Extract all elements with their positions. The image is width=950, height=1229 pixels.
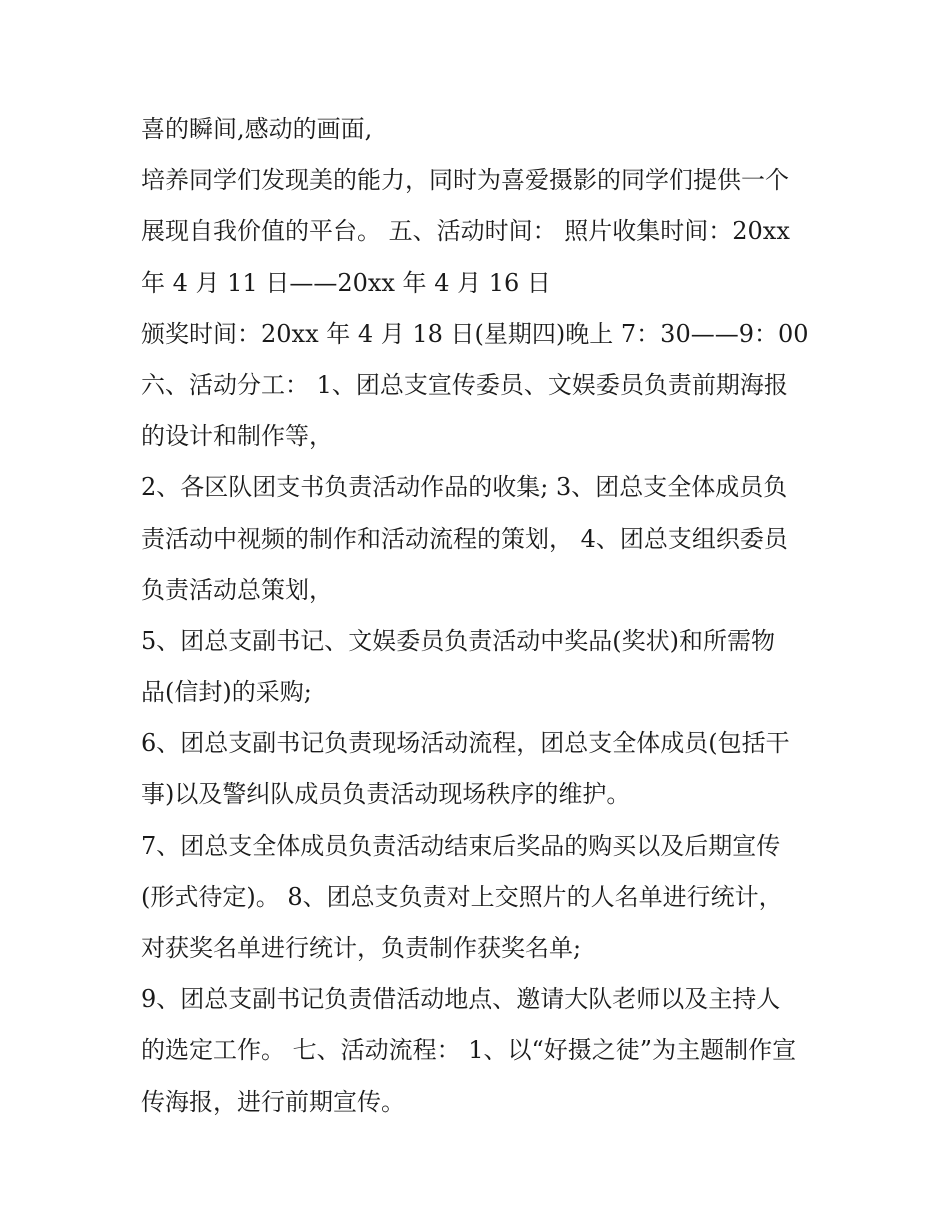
text-line: 品(信封)的采购; bbox=[141, 678, 312, 707]
text-line: 的设计和制作等， bbox=[141, 422, 333, 451]
text-line: 5、团总支副书记、文娱委员负责活动中奖品(奖状)和所需物 bbox=[141, 626, 775, 655]
text-line: 负责活动总策划， bbox=[141, 575, 333, 604]
text-line: 6、团总支副书记负责现场活动流程，团总支全体成员(包括干 bbox=[141, 729, 790, 758]
text-line: 颁奖时间：20xx 年 4 月 18 日(星期四)晚上 7：30——9：00 bbox=[141, 319, 809, 348]
text-line: 六、活动分工： 1、团总支宣传委员、文娱委员负责前期海报 bbox=[141, 370, 788, 399]
body-text bbox=[141, 104, 821, 1128]
text-line: 事)以及警纠队成员负责活动现场秩序的维护。 bbox=[141, 780, 631, 809]
text-line: 2、各区队团支书负责活动作品的收集; 3、团总支全体成员负 bbox=[141, 473, 788, 502]
text-line: 年 4 月 11 日——20xx 年 4 月 16 日 bbox=[141, 268, 551, 297]
text-line: 培养同学们发现美的能力，同时为喜爱摄影的同学们提供一个 bbox=[141, 166, 789, 195]
text-line: 展现自我价值的平台。 五、活动时间： 照片收集时间：20xx bbox=[141, 217, 790, 246]
text-line: 的选定工作。 七、活动流程： 1、以“好摄之徒”为主题制作宣 bbox=[141, 1036, 797, 1065]
text-line: 7、团总支全体成员负责活动结束后奖品的购买以及后期宣传 bbox=[141, 831, 781, 860]
text-line: 对获奖名单进行统计，负责制作获奖名单; bbox=[141, 934, 582, 962]
text-line: 责活动中视频的制作和活动流程的策划， 4、团总支组织委员 bbox=[141, 524, 788, 553]
text-line: 传海报，进行前期宣传。 bbox=[141, 1087, 405, 1116]
text-line: 9、团总支副书记负责借活动地点、邀请大队老师以及主持人 bbox=[141, 985, 781, 1014]
text-line: (形式待定)。 8、团总支负责对上交照片的人名单进行统计， bbox=[141, 882, 783, 911]
text-line: 喜的瞬间,感动的画面, bbox=[141, 115, 373, 143]
